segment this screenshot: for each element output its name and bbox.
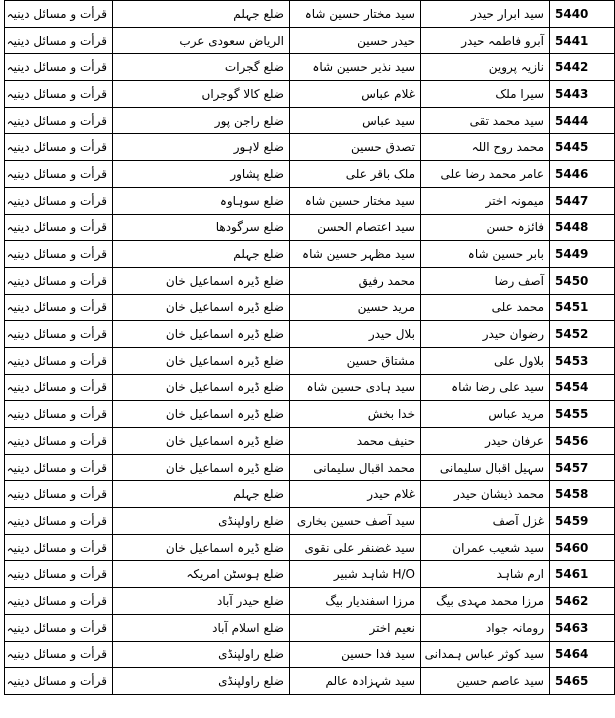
remarks-cell: قرأت و مسائل دینیہ bbox=[5, 561, 113, 588]
serial-number-cell: 5463 bbox=[550, 614, 615, 641]
serial-number-cell: 5460 bbox=[550, 534, 615, 561]
name-cell: سید ابرار حیدر bbox=[421, 1, 550, 28]
address-cell: ضلع ڈیرہ اسماعیل خان bbox=[113, 454, 290, 481]
address-cell: ضلع راولپنڈی bbox=[113, 641, 290, 668]
table-row bbox=[5, 134, 615, 161]
table-row bbox=[5, 81, 615, 108]
father-name-cell: مرید حسین bbox=[290, 294, 421, 321]
address-cell: ضلع راولپنڈی bbox=[113, 668, 290, 695]
father-name-cell: غلام حیدر bbox=[290, 481, 421, 508]
name-cell: سید محمد تقی bbox=[421, 107, 550, 134]
table-row bbox=[5, 1, 615, 28]
serial-number-cell: 5441 bbox=[550, 27, 615, 54]
table-row bbox=[5, 534, 615, 561]
table-row bbox=[5, 428, 615, 455]
remarks-cell: قرأت و مسائل دینیہ bbox=[5, 614, 113, 641]
table-row bbox=[5, 187, 615, 214]
remarks-cell: قرأت و مسائل دینیہ bbox=[5, 54, 113, 81]
table-row bbox=[5, 27, 615, 54]
father-name-cell: حیدر حسین bbox=[290, 27, 421, 54]
name-cell: سہیل اقبال سلیمانی bbox=[421, 454, 550, 481]
address-cell: ضلع ڈیرہ اسماعیل خان bbox=[113, 294, 290, 321]
remarks-cell: قرأت و مسائل دینیہ bbox=[5, 294, 113, 321]
address-cell: ضلع ڈیرہ اسماعیل خان bbox=[113, 534, 290, 561]
name-cell: محمد روح اللہ bbox=[421, 134, 550, 161]
father-name-cell: بلال حیدر bbox=[290, 321, 421, 348]
address-cell: ضلع پشاور bbox=[113, 161, 290, 188]
address-cell: الریاض سعودی عرب bbox=[113, 27, 290, 54]
address-cell: ضلع راجن پور bbox=[113, 107, 290, 134]
address-cell: ضلع جہلم bbox=[113, 481, 290, 508]
father-name-cell: سید شہزادہ عالم bbox=[290, 668, 421, 695]
remarks-cell: قرأت و مسائل دینیہ bbox=[5, 27, 113, 54]
father-name-cell: مشتاق حسین bbox=[290, 347, 421, 374]
table-row bbox=[5, 508, 615, 535]
serial-number-cell: 5453 bbox=[550, 347, 615, 374]
table-row bbox=[5, 401, 615, 428]
address-cell: ضلع سرگودھا bbox=[113, 214, 290, 241]
father-name-cell: سید فدا حسین bbox=[290, 641, 421, 668]
table-row bbox=[5, 454, 615, 481]
serial-number-cell: 5461 bbox=[550, 561, 615, 588]
remarks-cell: قرأت و مسائل دینیہ bbox=[5, 534, 113, 561]
father-name-cell: سید نذیر حسین شاہ bbox=[290, 54, 421, 81]
name-cell: مرزا محمد مہدی بیگ bbox=[421, 588, 550, 615]
serial-number-cell: 5447 bbox=[550, 187, 615, 214]
name-cell: محمد علی bbox=[421, 294, 550, 321]
remarks-cell: قرأت و مسائل دینیہ bbox=[5, 347, 113, 374]
father-name-cell: سید ہادی حسین شاہ bbox=[290, 374, 421, 401]
remarks-cell: قرأت و مسائل دینیہ bbox=[5, 508, 113, 535]
serial-number-cell: 5446 bbox=[550, 161, 615, 188]
table-row bbox=[5, 614, 615, 641]
table-row bbox=[5, 668, 615, 695]
serial-number-cell: 5445 bbox=[550, 134, 615, 161]
address-cell: ضلع سوہاوہ bbox=[113, 187, 290, 214]
serial-number-cell: 5459 bbox=[550, 508, 615, 535]
father-name-cell: سید مظہر حسین شاہ bbox=[290, 241, 421, 268]
serial-number-cell: 5444 bbox=[550, 107, 615, 134]
address-cell: ضلع ڈیرہ اسماعیل خان bbox=[113, 267, 290, 294]
address-cell: ضلع راولپنڈی bbox=[113, 508, 290, 535]
father-name-cell: سید اعتصام الحسن bbox=[290, 214, 421, 241]
address-cell: ضلع ڈیرہ اسماعیل خان bbox=[113, 347, 290, 374]
father-name-cell: سید آصف حسین بخاری bbox=[290, 508, 421, 535]
serial-number-cell: 5464 bbox=[550, 641, 615, 668]
table-row bbox=[5, 107, 615, 134]
name-cell: رضوان حیدر bbox=[421, 321, 550, 348]
table-row bbox=[5, 481, 615, 508]
father-name-cell: حنیف محمد bbox=[290, 428, 421, 455]
serial-number-cell: 5452 bbox=[550, 321, 615, 348]
address-cell: ضلع ڈیرہ اسماعیل خان bbox=[113, 428, 290, 455]
father-name-cell: خدا بخش bbox=[290, 401, 421, 428]
name-cell: سیرا ملک bbox=[421, 81, 550, 108]
serial-number-cell: 5455 bbox=[550, 401, 615, 428]
name-cell: ارم شاہد bbox=[421, 561, 550, 588]
table-row bbox=[5, 54, 615, 81]
serial-number-cell: 5462 bbox=[550, 588, 615, 615]
father-name-cell: ملک باقر علی bbox=[290, 161, 421, 188]
name-cell: سید عاصم حسین bbox=[421, 668, 550, 695]
registry-table bbox=[4, 0, 615, 695]
remarks-cell: قرأت و مسائل دینیہ bbox=[5, 454, 113, 481]
remarks-cell: قرأت و مسائل دینیہ bbox=[5, 161, 113, 188]
father-name-cell: H/O شاہد شبیر bbox=[290, 561, 421, 588]
table-row bbox=[5, 214, 615, 241]
address-cell: ضلع جہلم bbox=[113, 241, 290, 268]
serial-number-cell: 5458 bbox=[550, 481, 615, 508]
serial-number-cell: 5457 bbox=[550, 454, 615, 481]
father-name-cell: غلام عباس bbox=[290, 81, 421, 108]
remarks-cell: قرأت و مسائل دینیہ bbox=[5, 241, 113, 268]
name-cell: غزل آصف bbox=[421, 508, 550, 535]
remarks-cell: قرأت و مسائل دینیہ bbox=[5, 267, 113, 294]
remarks-cell: قرأت و مسائل دینیہ bbox=[5, 187, 113, 214]
serial-number-cell: 5450 bbox=[550, 267, 615, 294]
table-row bbox=[5, 294, 615, 321]
address-cell: ضلع ڈیرہ اسماعیل خان bbox=[113, 321, 290, 348]
remarks-cell: قرأت و مسائل دینیہ bbox=[5, 134, 113, 161]
table-row bbox=[5, 561, 615, 588]
address-cell: ضلع گجرات bbox=[113, 54, 290, 81]
remarks-cell: قرأت و مسائل دینیہ bbox=[5, 107, 113, 134]
address-cell: ضلع کالا گوجراں bbox=[113, 81, 290, 108]
serial-number-cell: 5440 bbox=[550, 1, 615, 28]
address-cell: ضلع اسلام آباد bbox=[113, 614, 290, 641]
table-row bbox=[5, 588, 615, 615]
name-cell: بابر حسین شاہ bbox=[421, 241, 550, 268]
address-cell: ضلع لاہور bbox=[113, 134, 290, 161]
name-cell: محمد ذیشان حیدر bbox=[421, 481, 550, 508]
address-cell: ضلع ڈیرہ اسماعیل خان bbox=[113, 401, 290, 428]
address-cell: ضلع ڈیرہ اسماعیل خان bbox=[113, 374, 290, 401]
father-name-cell: محمد اقبال سلیمانی bbox=[290, 454, 421, 481]
name-cell: مرید عباس bbox=[421, 401, 550, 428]
father-name-cell: محمد رفیق bbox=[290, 267, 421, 294]
table-row bbox=[5, 641, 615, 668]
serial-number-cell: 5448 bbox=[550, 214, 615, 241]
name-cell: آصف رضا bbox=[421, 267, 550, 294]
table-row bbox=[5, 347, 615, 374]
remarks-cell: قرأت و مسائل دینیہ bbox=[5, 374, 113, 401]
name-cell: میمونہ اختر bbox=[421, 187, 550, 214]
name-cell: نازیہ پروین bbox=[421, 54, 550, 81]
serial-number-cell: 5443 bbox=[550, 81, 615, 108]
address-cell: ضلع ہوسٹن امریکہ bbox=[113, 561, 290, 588]
serial-number-cell: 5449 bbox=[550, 241, 615, 268]
father-name-cell: سید مختار حسین شاہ bbox=[290, 187, 421, 214]
father-name-cell: مرزا اسفندیار بیگ bbox=[290, 588, 421, 615]
remarks-cell: قرأت و مسائل دینیہ bbox=[5, 321, 113, 348]
name-cell: سید علی رضا شاہ bbox=[421, 374, 550, 401]
serial-number-cell: 5456 bbox=[550, 428, 615, 455]
table-row bbox=[5, 321, 615, 348]
remarks-cell: قرأت و مسائل دینیہ bbox=[5, 1, 113, 28]
name-cell: عرفان حیدر bbox=[421, 428, 550, 455]
table-row bbox=[5, 161, 615, 188]
name-cell: فائزہ حسن bbox=[421, 214, 550, 241]
remarks-cell: قرأت و مسائل دینیہ bbox=[5, 401, 113, 428]
father-name-cell: سید مختار حسین شاہ bbox=[290, 1, 421, 28]
remarks-cell: قرأت و مسائل دینیہ bbox=[5, 81, 113, 108]
father-name-cell: تصدق حسین bbox=[290, 134, 421, 161]
remarks-cell: قرأت و مسائل دینیہ bbox=[5, 668, 113, 695]
address-cell: ضلع حیدر آباد bbox=[113, 588, 290, 615]
serial-number-cell: 5451 bbox=[550, 294, 615, 321]
serial-number-cell: 5465 bbox=[550, 668, 615, 695]
remarks-cell: قرأت و مسائل دینیہ bbox=[5, 481, 113, 508]
name-cell: سید کوثر عباس ہمدانی bbox=[421, 641, 550, 668]
remarks-cell: قرأت و مسائل دینیہ bbox=[5, 214, 113, 241]
father-name-cell: سید عباس bbox=[290, 107, 421, 134]
remarks-cell: قرأت و مسائل دینیہ bbox=[5, 428, 113, 455]
serial-number-cell: 5442 bbox=[550, 54, 615, 81]
registry-body bbox=[5, 1, 615, 695]
serial-number-cell: 5454 bbox=[550, 374, 615, 401]
father-name-cell: نعیم اختر bbox=[290, 614, 421, 641]
name-cell: رومانہ جواد bbox=[421, 614, 550, 641]
name-cell: عامر محمد رضا علی bbox=[421, 161, 550, 188]
name-cell: سید شعیب عمران bbox=[421, 534, 550, 561]
table-row bbox=[5, 267, 615, 294]
father-name-cell: سید غضنفر علی نقوی bbox=[290, 534, 421, 561]
table-row bbox=[5, 241, 615, 268]
name-cell: بلاول علی bbox=[421, 347, 550, 374]
remarks-cell: قرأت و مسائل دینیہ bbox=[5, 641, 113, 668]
address-cell: ضلع جہلم bbox=[113, 1, 290, 28]
remarks-cell: قرأت و مسائل دینیہ bbox=[5, 588, 113, 615]
table-row bbox=[5, 374, 615, 401]
name-cell: آبرو فاطمہ حیدر bbox=[421, 27, 550, 54]
